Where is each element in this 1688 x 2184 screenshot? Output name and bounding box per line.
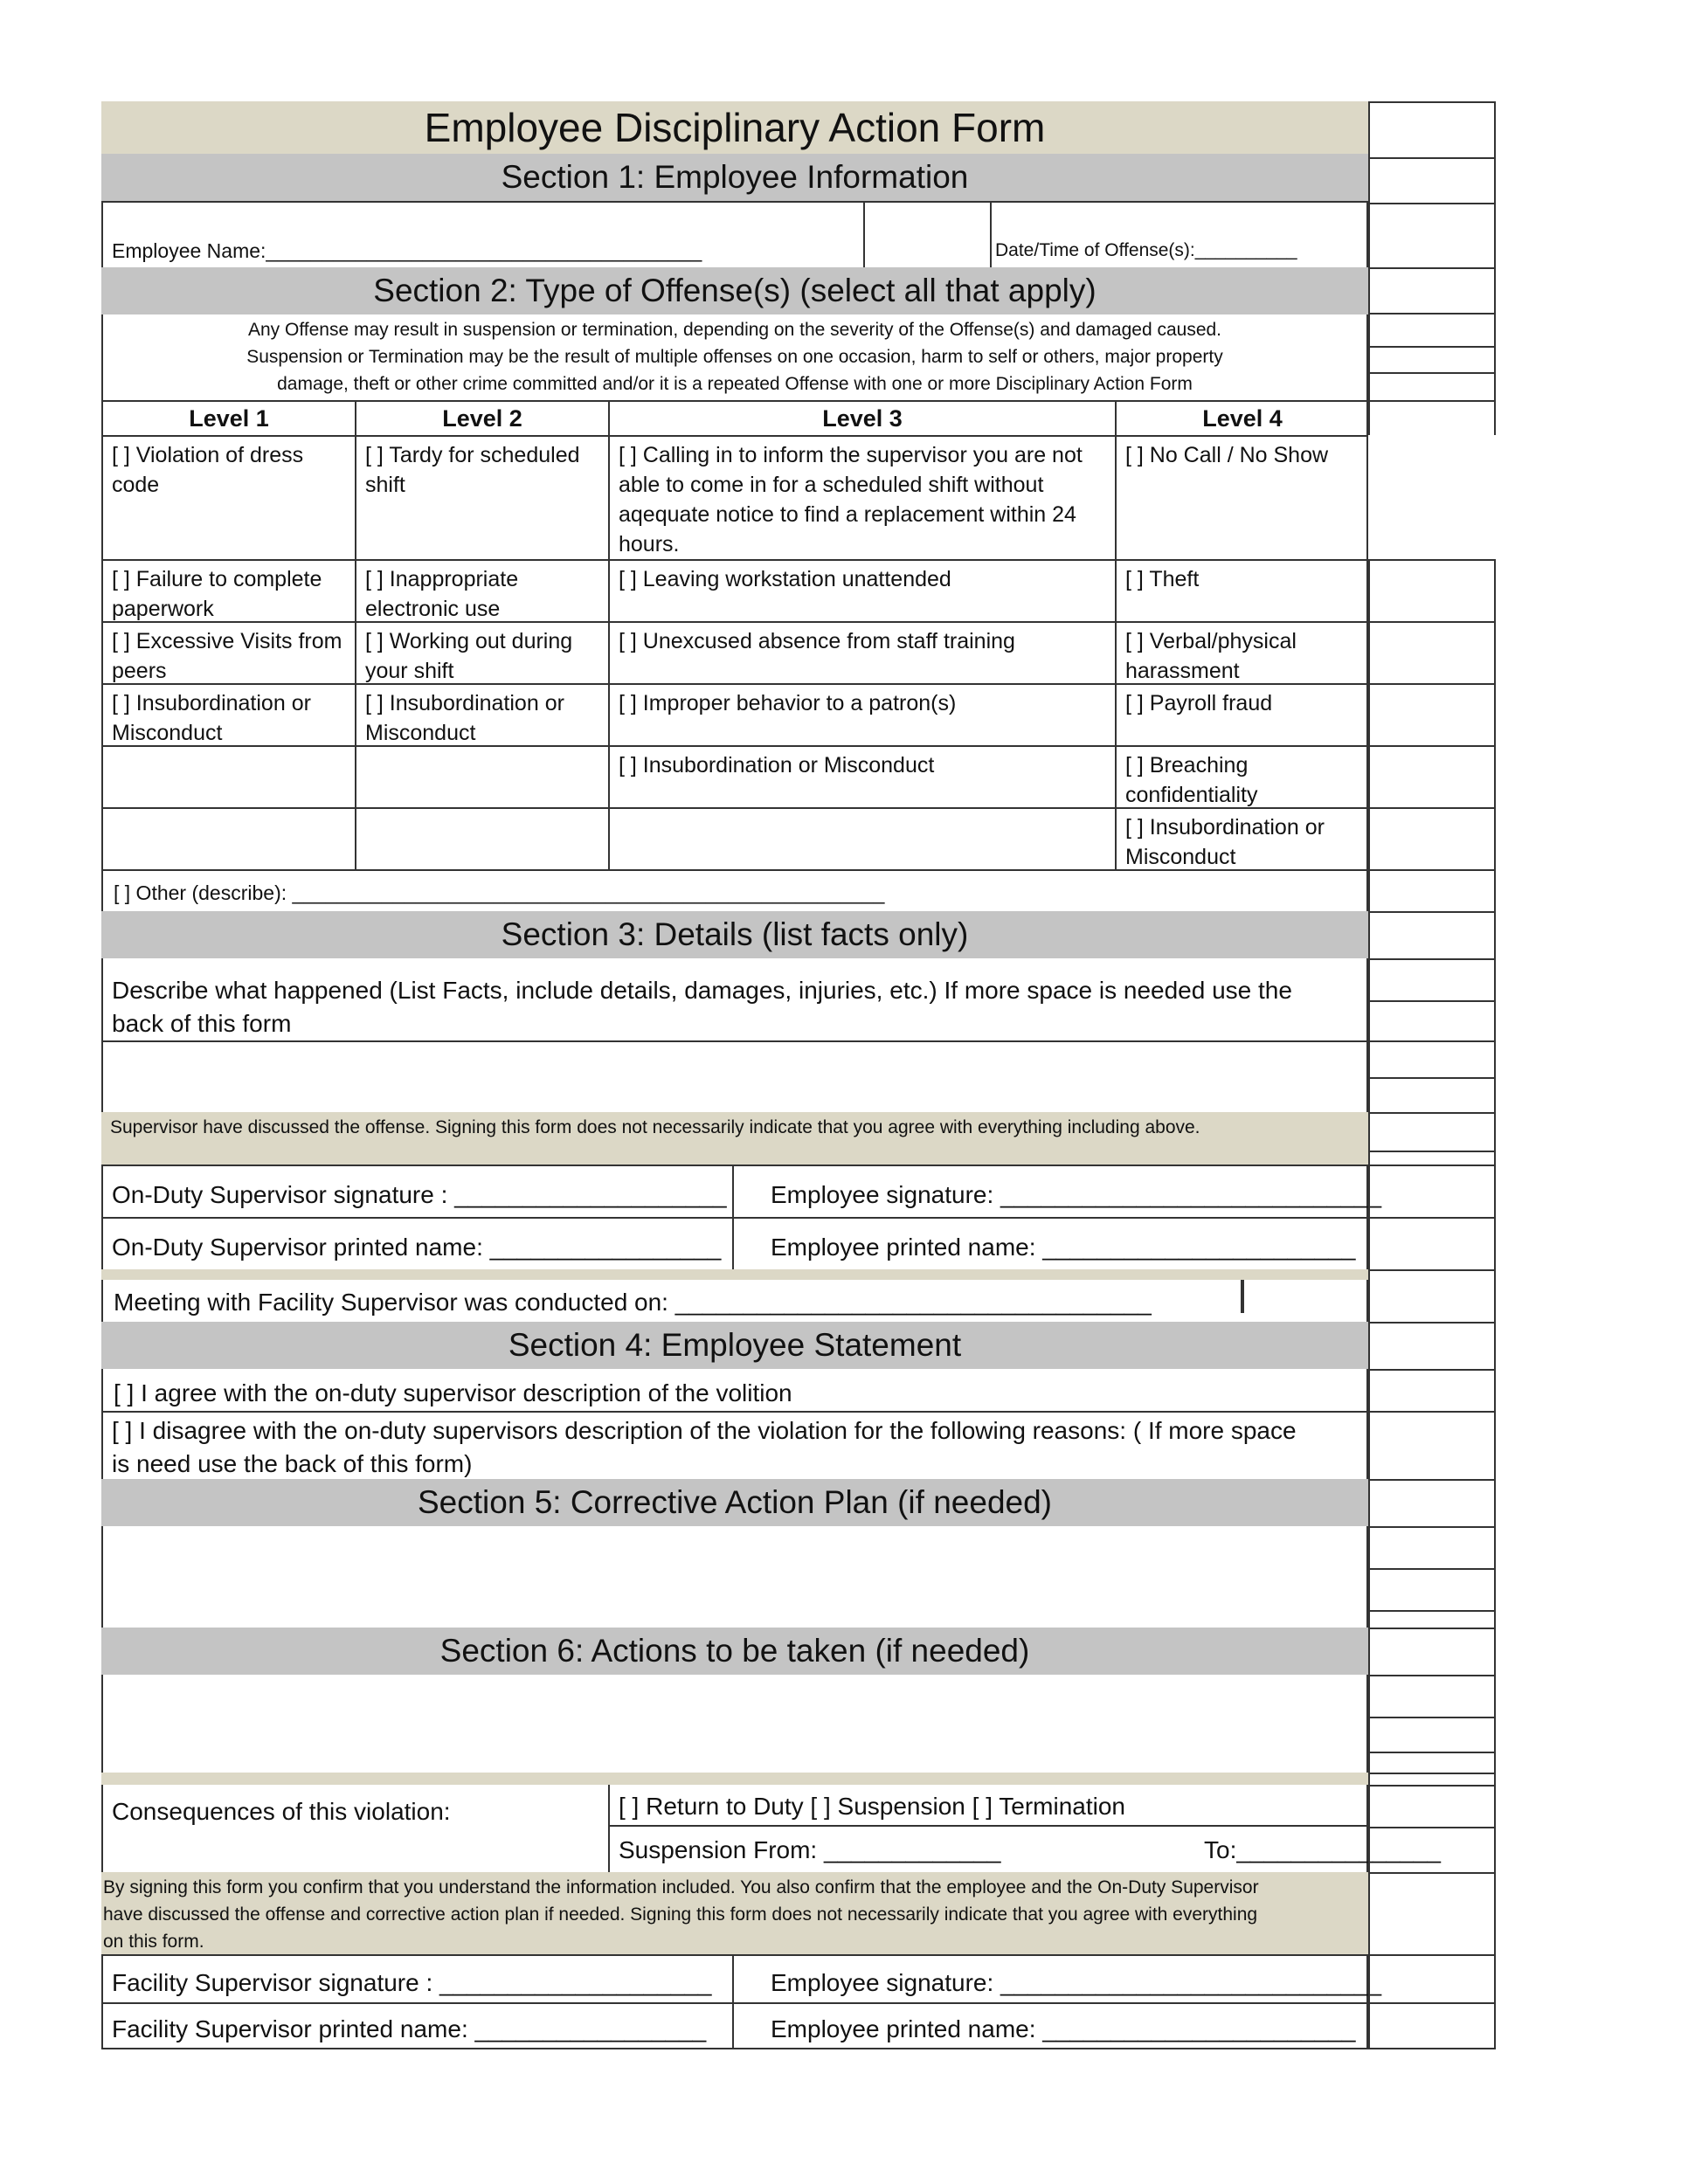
offense-item[interactable]: [ ] Violation of dress code xyxy=(103,437,356,559)
offense-item[interactable]: [ ] Theft xyxy=(1125,567,1200,591)
onduty-sup-sig-cell xyxy=(103,1166,734,1217)
grid-cell xyxy=(1368,1773,1496,1785)
offense-note-line-1: Any Offense may result in suspension or termination, depending on the severity of the Offense(s) and damaged caused. xyxy=(247,320,1222,340)
consequences-label: Consequences of this violation: xyxy=(112,1798,451,1825)
grid-cell xyxy=(1368,1411,1496,1479)
offense-note-line-3: damage, theft or other crime committed and/or it is a repeated Offense with one or more Disciplinary Action Form xyxy=(277,374,1193,394)
offense-row xyxy=(101,807,1368,869)
offense-item[interactable]: [ ] Improper behavior to a patron(s) xyxy=(610,685,1117,745)
offense-item[interactable]: [ ] Excessive Visits from peers xyxy=(103,623,356,683)
grid-cell xyxy=(1368,1872,1496,1954)
offense-item xyxy=(103,747,356,807)
grid-cell xyxy=(1368,1954,1496,2002)
grid-cell xyxy=(1368,1040,1496,1077)
level-3-header: Level 3 xyxy=(610,402,1117,435)
offense-row xyxy=(101,621,1368,683)
side-grid xyxy=(1368,101,1496,2049)
grid-cell xyxy=(1368,1717,1496,1752)
consequences-label-cell xyxy=(103,1785,610,1872)
agree-row xyxy=(101,1369,1368,1411)
grid-cell xyxy=(1368,101,1496,157)
onduty-sup-printed-cell xyxy=(103,1219,734,1269)
employee-printed-name-final[interactable]: Employee printed name: _______________________ xyxy=(771,2015,1356,2042)
offense-item[interactable]: [ ] Leaving workstation unattended xyxy=(610,561,1117,621)
grid-cell xyxy=(1368,346,1496,372)
actions-area[interactable] xyxy=(101,1675,1368,1773)
grid-cell xyxy=(1368,958,1496,1000)
facility-sig-cell xyxy=(103,1956,734,2002)
consequence-options-cell xyxy=(610,1785,1368,1827)
disagree-row xyxy=(101,1411,1368,1479)
employee-name-cell xyxy=(103,203,865,267)
consequence-options[interactable]: [ ] Return to Duty [ ] Suspension [ ] Termination xyxy=(619,1793,1125,1820)
employee-signature-final[interactable]: Employee signature: ____________________________ xyxy=(771,1969,1382,1996)
date-time-field[interactable]: Date/Time of Offense(s):__________ xyxy=(995,240,1297,260)
grid-cell xyxy=(1368,621,1496,683)
meeting-divider xyxy=(1241,1280,1244,1313)
offense-item[interactable]: [ ] Tardy for scheduled shift xyxy=(356,437,610,559)
facility-signature-row xyxy=(101,1954,1382,2002)
offense-note-line-2: Suspension or Termination may be the result of multiple offenses on one occasion, harm to self or others, major property xyxy=(246,347,1223,367)
offense-item[interactable]: [ ] No Call / No Show xyxy=(1125,443,1329,467)
level-header-row xyxy=(101,400,1368,435)
emp-printed-cell xyxy=(734,1219,1368,1269)
offense-item[interactable]: [ ] Working out during your shift xyxy=(356,623,610,683)
offense-item xyxy=(103,809,356,869)
offense-item xyxy=(610,809,1117,869)
facility-sup-signature[interactable]: Facility Supervisor signature : ____________________ xyxy=(112,1969,712,1996)
describe-instructions: Describe what happened (List Facts, include details, damages, injuries, etc.) If more space is needed use the back of this form xyxy=(112,977,1292,1037)
offense-item[interactable]: [ ] Insubordination or Misconduct xyxy=(1125,815,1325,869)
offense-item[interactable]: [ ] Insubordination or Misconduct xyxy=(103,685,356,745)
grid-cell xyxy=(1368,1785,1496,1827)
emp-sig-cell xyxy=(734,1166,1382,1217)
section2-heading: Section 2: Type of Offense(s) (select all that apply) xyxy=(101,267,1368,314)
grid-cell xyxy=(1368,1322,1496,1369)
onduty-sup-printed-name[interactable]: On-Duty Supervisor printed name: _________________ xyxy=(112,1234,722,1261)
suspension-from-field[interactable]: Suspension From: _____________ xyxy=(619,1836,1001,1863)
meeting-row xyxy=(101,1280,1368,1322)
describe-row xyxy=(101,958,1368,1040)
grid-cell xyxy=(1368,1752,1496,1773)
grid-cell xyxy=(1368,683,1496,745)
supervisor-note-band xyxy=(101,1112,1368,1165)
grid-cell xyxy=(1368,869,1496,911)
grid-cell xyxy=(1368,1827,1496,1872)
section6-heading: Section 6: Actions to be taken (if needed) xyxy=(101,1628,1368,1675)
grid-cell xyxy=(1368,400,1496,435)
offense-item xyxy=(356,809,610,869)
offense-item[interactable]: [ ] Insubordination or Misconduct xyxy=(356,685,610,745)
grid-cell xyxy=(1368,745,1496,807)
consequences-row xyxy=(101,1785,1441,1872)
facility-sup-printed-name[interactable]: Facility Supervisor printed name: _________________ xyxy=(112,2015,707,2042)
grid-cell xyxy=(1368,1077,1496,1112)
employee-signature[interactable]: Employee signature: ____________________________ xyxy=(771,1181,1382,1208)
divider-band xyxy=(101,1269,1368,1280)
details-area[interactable] xyxy=(101,1040,1368,1112)
disagree-option[interactable]: [ ] I disagree with the on-duty supervisors description of the violation for the following reasons: ( If more space is need use the back of this form) xyxy=(112,1417,1297,1477)
offense-item[interactable]: [ ] Unexcused absence from staff training xyxy=(610,623,1117,683)
confirm-band xyxy=(101,1872,1368,1954)
grid-cell xyxy=(1368,372,1496,400)
grid-cell xyxy=(1368,1217,1496,1269)
facility-printed-cell xyxy=(103,2004,734,2048)
offense-row xyxy=(101,683,1368,745)
offense-item[interactable]: [ ] Failure to complete paperwork xyxy=(103,561,356,621)
suspension-to-field[interactable]: To:_______________ xyxy=(1204,1836,1441,1863)
offense-row xyxy=(101,435,1368,559)
form-main xyxy=(101,101,1441,2049)
onduty-sup-signature[interactable]: On-Duty Supervisor signature : ____________________ xyxy=(112,1181,727,1208)
offense-item[interactable]: [ ] Payroll fraud xyxy=(1125,691,1273,715)
section4-heading: Section 4: Employee Statement xyxy=(101,1322,1368,1369)
grid-cell xyxy=(1368,1675,1496,1717)
grid-cell xyxy=(1368,1165,1496,1217)
offense-item[interactable]: [ ] Insubordination or Misconduct xyxy=(610,747,1117,807)
date-time-cell xyxy=(992,203,1368,267)
grid-cell xyxy=(1368,157,1496,203)
grid-cell xyxy=(1368,203,1496,267)
form-title: Employee Disciplinary Action Form xyxy=(101,101,1368,154)
offense-item[interactable]: [ ] Verbal/physical harassment xyxy=(1125,629,1297,683)
emp-sig-cell xyxy=(734,1956,1382,2002)
employee-printed-name[interactable]: Employee printed name: _______________________ xyxy=(771,1234,1356,1261)
section1-heading: Section 1: Employee Information xyxy=(101,154,1368,201)
corrective-plan-area[interactable] xyxy=(101,1526,1368,1628)
grid-cell xyxy=(1368,1269,1496,1322)
section3-heading: Section 3: Details (list facts only) xyxy=(101,911,1368,958)
grid-cell xyxy=(1368,313,1496,346)
grid-cell xyxy=(1368,1568,1496,1610)
disciplinary-form xyxy=(101,101,1496,2049)
grid-cell xyxy=(1368,1479,1496,1526)
level-4-header: Level 4 xyxy=(1202,405,1283,432)
employee-info-row xyxy=(101,201,1368,267)
level-2-header: Level 2 xyxy=(356,402,610,435)
suspension-cell xyxy=(610,1828,1441,1872)
grid-cell xyxy=(1368,1369,1496,1411)
supervisor-note: Supervisor have discussed the offense. Signing this form does not necessarily indicate that you agree with everything including above. xyxy=(110,1117,1200,1137)
level-1-header: Level 1 xyxy=(103,402,356,435)
grid-cell xyxy=(1368,267,1496,313)
grid-cell xyxy=(1368,807,1496,869)
grid-cell xyxy=(1368,911,1496,958)
grid-cell xyxy=(1368,1151,1496,1165)
grid-cell xyxy=(1368,2002,1496,2049)
section5-heading: Section 5: Corrective Action Plan (if needed) xyxy=(101,1479,1368,1526)
onduty-printed-row xyxy=(101,1217,1368,1269)
onduty-signature-row xyxy=(101,1165,1382,1217)
offense-item[interactable]: [ ] Inappropriate electronic use xyxy=(356,561,610,621)
confirm-note: By signing this form you confirm that you understand the information included. You also confirm that the employee and the On-Duty Supervisor have discussed the offense and corrective action plan if needed. Signing this form does not necessarily indicate that you agree with everything on this form. xyxy=(103,1877,1259,1952)
offense-row xyxy=(101,559,1368,621)
offense-row xyxy=(101,745,1368,807)
facility-printed-row xyxy=(101,2002,1368,2049)
grid-cell xyxy=(1368,1526,1496,1568)
offense-item[interactable]: [ ] Calling in to inform the supervisor you are not able to come in for a scheduled shift without aqequate notice to find a replacement within 24 hours. xyxy=(610,437,1117,559)
grid-cell xyxy=(1368,1628,1496,1675)
employee-name-field[interactable]: Employee Name:_______________________________________ xyxy=(112,239,702,262)
grid-cell xyxy=(1368,1000,1496,1040)
divider-band xyxy=(101,1773,1368,1785)
offense-item[interactable]: [ ] Breaching confidentiality xyxy=(1125,753,1258,807)
blank-cell xyxy=(865,203,992,267)
grid-cell xyxy=(1368,559,1496,621)
grid-cell xyxy=(1368,1610,1496,1628)
grid-cell xyxy=(1368,1112,1496,1151)
other-offense-field[interactable]: [ ] Other (describe): _____________________________________________________ xyxy=(114,881,885,904)
agree-option[interactable]: [ ] I agree with the on-duty supervisor description of the volition xyxy=(114,1379,792,1406)
emp-printed-cell xyxy=(734,2004,1368,2048)
offense-item xyxy=(356,747,610,807)
offense-note xyxy=(101,314,1368,400)
other-offense-row xyxy=(101,869,1368,911)
meeting-date-field[interactable]: Meeting with Facility Supervisor was conducted on: ___________________________________ xyxy=(114,1289,1152,1316)
